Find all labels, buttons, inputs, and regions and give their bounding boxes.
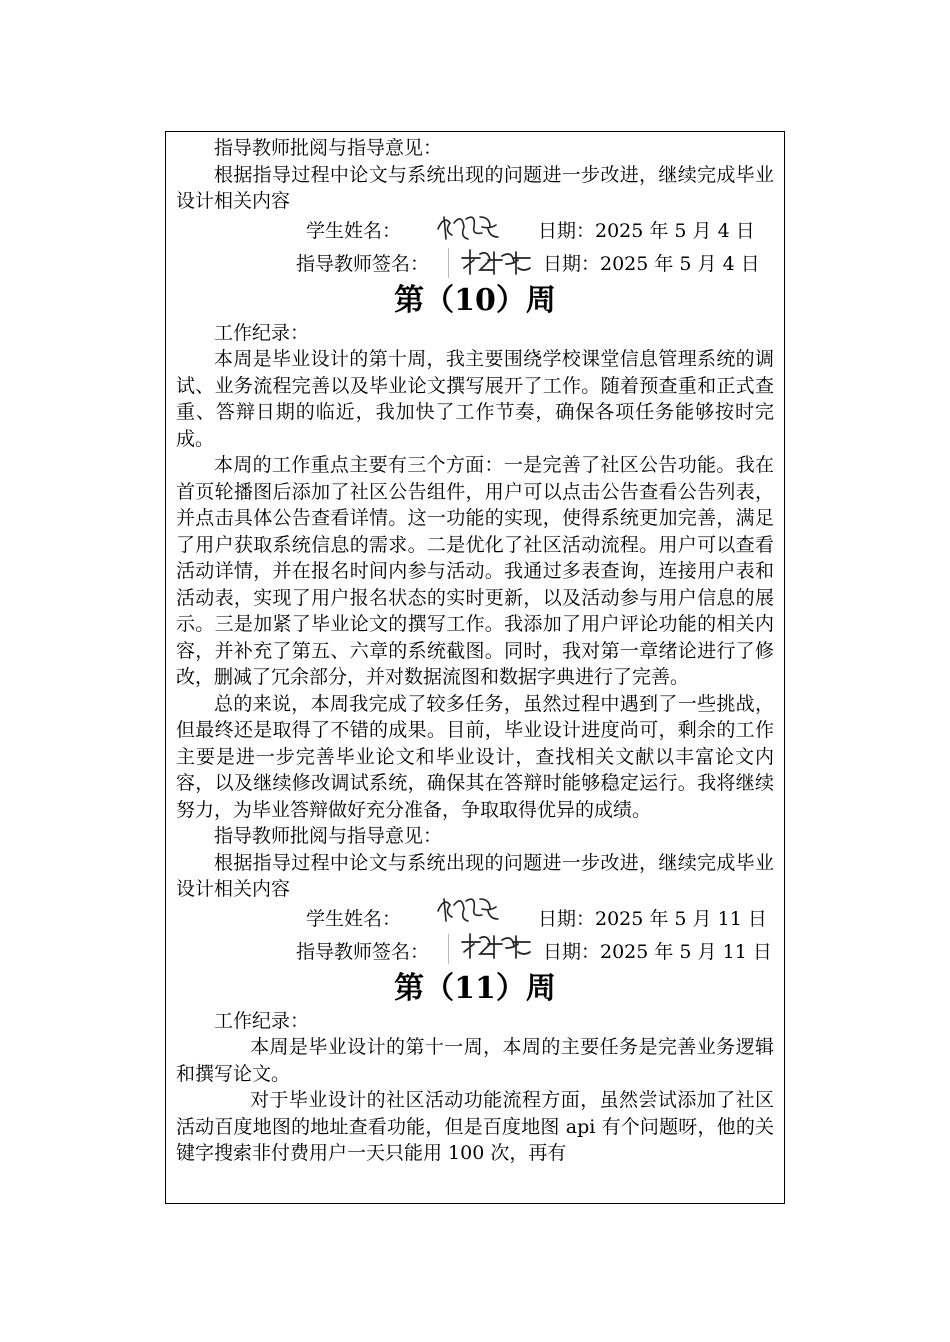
review-text: 根据指导过程中论文与系统出现的问题进一步改进，继续完成毕业设计相关内容 <box>176 851 774 900</box>
work-record-label: 工作纪录： <box>214 321 310 344</box>
student-date: 日期：2025 年 5 月 4 日 <box>538 219 755 242</box>
week-11-paragraph-2: 对于毕业设计的社区活动功能流程方面，虽然尝试添加了社区活动百度地图的地址查看功能，但是百度地图 api 有个问题呀，他的关键字搜索非付费用户一天只能用 100 次，再有 <box>176 1089 774 1164</box>
teacher-date: 日期：2025 年 5 月 4 日 <box>543 252 760 275</box>
teacher-signature-row <box>176 936 774 969</box>
teacher-date: 日期：2025 年 5 月 11 日 <box>543 940 772 963</box>
review-label: 指导教师批阅与指导意见： <box>214 137 443 159</box>
teacher-signature-icon <box>458 244 534 278</box>
student-signature-icon <box>434 891 502 927</box>
student-name-label: 学生姓名： <box>306 907 402 930</box>
teacher-signature-row <box>176 248 774 281</box>
week-11-paragraph-1: 本周是毕业设计的第十一周，本周的主要任务是完善业务逻辑和撰写论文。 <box>176 1036 774 1085</box>
document-frame <box>165 131 785 1204</box>
teacher-sign-label: 指导教师签名： <box>296 940 430 963</box>
student-date: 日期：2025 年 5 月 11 日 <box>538 907 767 930</box>
teacher-signature-icon <box>458 928 534 962</box>
signature-divider <box>448 934 449 964</box>
student-signature-icon <box>434 209 502 245</box>
work-record-label: 工作纪录： <box>214 1009 310 1032</box>
signature-divider <box>448 248 449 278</box>
week-10-paragraph-2: 本周的工作重点主要有三个方面：一是完善了社区公告功能。我在首页轮播图后添加了社区公告组件，用户可以点击公告查看公告列表，并点击具体公告查看详情。这一功能的实现，使得系统更加完善，满足了用户获取系统信息的需求。二是优化了社区活动流程。用户可以查看活动详情，并在报名时间内参与活动。我通过多表查询，连接用户表和活动表，实现了用户报名状态的实时更新，以及活动参与用户信息的展示。三是加紧了毕业论文的撰写工作。我添加了用户评论功能的相关内容，并补充了第五、六章的系统截图。同时，我对第一章绪论进行了修改，删减了冗余部分，并对数据流图和数据字典进行了完善。 <box>176 454 774 688</box>
week-11-title: 第（11）周 <box>394 970 556 1006</box>
review-text: 根据指导过程中论文与系统出现的问题进一步改进，继续完成毕业设计相关内容 <box>176 163 774 212</box>
week-10-paragraph-1: 本周是毕业设计的第十周，我主要围绕学校课堂信息管理系统的调试、业务流程完善以及毕业论文撰写展开了工作。随着预查重和正式查重、答辩日期的临近，我加快了工作节奏，确保各项任务能够按时完成。 <box>176 348 774 450</box>
review-label: 指导教师批阅与指导意见： <box>214 825 443 847</box>
week-10-paragraph-3: 总的来说，本周我完成了较多任务，虽然过程中遇到了一些挑战，但最终还是取得了不错的成果。目前，毕业设计进度尚可，剩余的工作主要是进一步完善毕业论文和毕业设计，查找相关文献以丰富论文内容，以及继续修改调试系统，确保其在答辩时能够稳定运行。我将继续努力，为毕业答辩做好充分准备，争取取得优异的成绩。 <box>176 692 774 821</box>
student-name-label: 学生姓名： <box>306 219 402 242</box>
week-10-title: 第（10）周 <box>394 282 556 318</box>
teacher-sign-label: 指导教师签名： <box>296 252 430 275</box>
